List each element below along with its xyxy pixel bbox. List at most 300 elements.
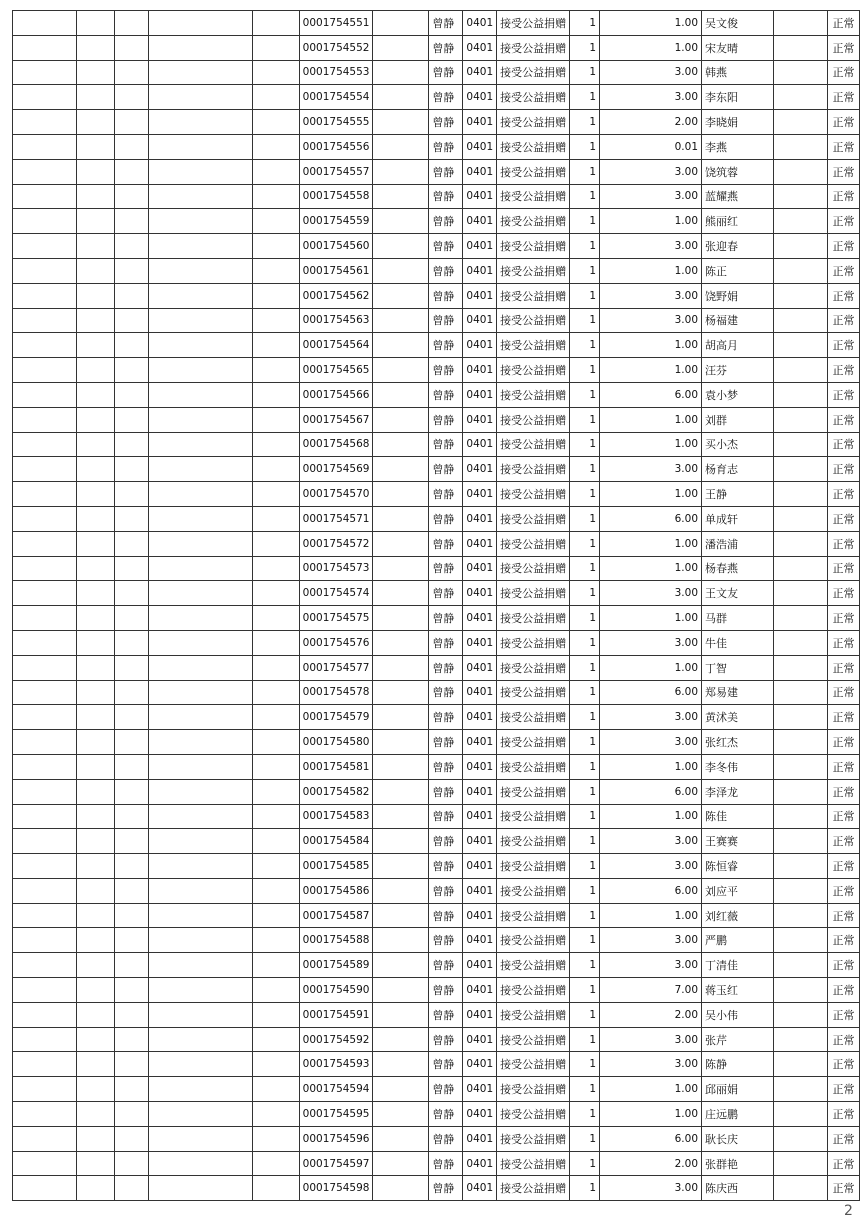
empty-cell	[13, 829, 77, 854]
empty-cell	[373, 953, 429, 978]
quantity-cell: 1	[570, 184, 600, 209]
empty-cell	[114, 680, 148, 705]
item-cell: 接受公益捐赠	[497, 1176, 570, 1201]
table-row	[13, 358, 860, 383]
empty-cell	[13, 1052, 77, 1077]
empty-cell	[76, 482, 114, 507]
quantity-cell: 1	[570, 283, 600, 308]
item-cell: 接受公益捐赠	[497, 1126, 570, 1151]
empty-cell	[13, 333, 77, 358]
quantity-cell: 1	[570, 854, 600, 879]
status-cell: 正常	[827, 730, 859, 755]
code-cell: 0401	[463, 308, 497, 333]
empty-cell	[13, 928, 77, 953]
empty-cell	[252, 1052, 299, 1077]
empty-cell	[373, 382, 429, 407]
table-row	[13, 1002, 860, 1027]
empty-cell	[773, 1126, 827, 1151]
quantity-cell: 1	[570, 134, 600, 159]
empty-cell	[148, 903, 252, 928]
handler-cell: 曾静	[429, 878, 463, 903]
empty-cell	[373, 556, 429, 581]
table-row	[13, 60, 860, 85]
voucher-number-cell: 0001754568	[299, 432, 373, 457]
empty-cell	[76, 209, 114, 234]
status-cell: 正常	[827, 85, 859, 110]
empty-cell	[13, 978, 77, 1003]
voucher-number-cell: 0001754569	[299, 457, 373, 482]
voucher-number-cell: 0001754551	[299, 11, 373, 36]
empty-cell	[148, 159, 252, 184]
empty-cell	[148, 11, 252, 36]
empty-cell	[114, 556, 148, 581]
status-cell: 正常	[827, 531, 859, 556]
empty-cell	[76, 606, 114, 631]
voucher-number-cell: 0001754571	[299, 506, 373, 531]
amount-cell: 6.00	[600, 680, 702, 705]
quantity-cell: 1	[570, 779, 600, 804]
donor-name-cell: 张迎春	[702, 234, 774, 259]
empty-cell	[148, 928, 252, 953]
donor-name-cell: 邱丽娟	[702, 1077, 774, 1102]
empty-cell	[373, 308, 429, 333]
empty-cell	[76, 283, 114, 308]
empty-cell	[373, 184, 429, 209]
empty-cell	[148, 1052, 252, 1077]
empty-cell	[114, 506, 148, 531]
handler-cell: 曾静	[429, 1102, 463, 1127]
empty-cell	[76, 1052, 114, 1077]
empty-cell	[252, 1151, 299, 1176]
code-cell: 0401	[463, 382, 497, 407]
quantity-cell: 1	[570, 1176, 600, 1201]
status-cell: 正常	[827, 432, 859, 457]
amount-cell: 3.00	[600, 60, 702, 85]
voucher-number-cell: 0001754574	[299, 581, 373, 606]
empty-cell	[252, 1002, 299, 1027]
empty-cell	[373, 1052, 429, 1077]
empty-cell	[13, 308, 77, 333]
empty-cell	[148, 308, 252, 333]
status-cell: 正常	[827, 606, 859, 631]
item-cell: 接受公益捐赠	[497, 531, 570, 556]
donor-name-cell: 蒋玉红	[702, 978, 774, 1003]
empty-cell	[148, 407, 252, 432]
status-cell: 正常	[827, 506, 859, 531]
empty-cell	[252, 407, 299, 432]
amount-cell: 3.00	[600, 234, 702, 259]
empty-cell	[252, 333, 299, 358]
empty-cell	[773, 134, 827, 159]
empty-cell	[13, 482, 77, 507]
handler-cell: 曾静	[429, 234, 463, 259]
empty-cell	[148, 1176, 252, 1201]
empty-cell	[148, 482, 252, 507]
empty-cell	[148, 953, 252, 978]
quantity-cell: 1	[570, 506, 600, 531]
empty-cell	[114, 258, 148, 283]
amount-cell: 1.00	[600, 482, 702, 507]
empty-cell	[773, 531, 827, 556]
empty-cell	[76, 754, 114, 779]
status-cell: 正常	[827, 655, 859, 680]
status-cell: 正常	[827, 581, 859, 606]
empty-cell	[773, 655, 827, 680]
empty-cell	[13, 184, 77, 209]
table-row	[13, 804, 860, 829]
item-cell: 接受公益捐赠	[497, 482, 570, 507]
amount-cell: 7.00	[600, 978, 702, 1003]
empty-cell	[373, 35, 429, 60]
voucher-number-cell: 0001754557	[299, 159, 373, 184]
empty-cell	[252, 953, 299, 978]
table-row	[13, 333, 860, 358]
code-cell: 0401	[463, 878, 497, 903]
status-cell: 正常	[827, 705, 859, 730]
amount-cell: 3.00	[600, 928, 702, 953]
empty-cell	[252, 234, 299, 259]
quantity-cell: 1	[570, 407, 600, 432]
item-cell: 接受公益捐赠	[497, 234, 570, 259]
empty-cell	[252, 680, 299, 705]
status-cell: 正常	[827, 829, 859, 854]
table-row	[13, 878, 860, 903]
code-cell: 0401	[463, 1052, 497, 1077]
empty-cell	[76, 432, 114, 457]
empty-cell	[373, 1077, 429, 1102]
handler-cell: 曾静	[429, 35, 463, 60]
empty-cell	[373, 457, 429, 482]
quantity-cell: 1	[570, 110, 600, 135]
amount-cell: 3.00	[600, 854, 702, 879]
amount-cell: 1.00	[600, 556, 702, 581]
handler-cell: 曾静	[429, 184, 463, 209]
donor-name-cell: 王文友	[702, 581, 774, 606]
quantity-cell: 1	[570, 258, 600, 283]
code-cell: 0401	[463, 1102, 497, 1127]
empty-cell	[148, 606, 252, 631]
amount-cell: 6.00	[600, 779, 702, 804]
handler-cell: 曾静	[429, 358, 463, 383]
empty-cell	[773, 779, 827, 804]
empty-cell	[13, 754, 77, 779]
empty-cell	[252, 978, 299, 1003]
quantity-cell: 1	[570, 382, 600, 407]
empty-cell	[773, 903, 827, 928]
donor-name-cell: 杨育志	[702, 457, 774, 482]
empty-cell	[76, 234, 114, 259]
empty-cell	[114, 457, 148, 482]
amount-cell: 2.00	[600, 1002, 702, 1027]
item-cell: 接受公益捐赠	[497, 1027, 570, 1052]
quantity-cell: 1	[570, 1002, 600, 1027]
quantity-cell: 1	[570, 705, 600, 730]
handler-cell: 曾静	[429, 854, 463, 879]
empty-cell	[373, 234, 429, 259]
empty-cell	[13, 804, 77, 829]
amount-cell: 1.00	[600, 258, 702, 283]
status-cell: 正常	[827, 1002, 859, 1027]
empty-cell	[13, 556, 77, 581]
empty-cell	[114, 358, 148, 383]
empty-cell	[114, 382, 148, 407]
empty-cell	[148, 1126, 252, 1151]
quantity-cell: 1	[570, 903, 600, 928]
empty-cell	[13, 1002, 77, 1027]
item-cell: 接受公益捐赠	[497, 110, 570, 135]
amount-cell: 3.00	[600, 1052, 702, 1077]
empty-cell	[252, 581, 299, 606]
empty-cell	[252, 655, 299, 680]
table-row	[13, 134, 860, 159]
quantity-cell: 1	[570, 531, 600, 556]
code-cell: 0401	[463, 630, 497, 655]
empty-cell	[373, 258, 429, 283]
empty-cell	[373, 159, 429, 184]
amount-cell: 3.00	[600, 581, 702, 606]
amount-cell: 1.00	[600, 1077, 702, 1102]
empty-cell	[114, 184, 148, 209]
amount-cell: 3.00	[600, 829, 702, 854]
empty-cell	[373, 1126, 429, 1151]
amount-cell: 1.00	[600, 531, 702, 556]
amount-cell: 6.00	[600, 878, 702, 903]
empty-cell	[373, 978, 429, 1003]
donor-name-cell: 买小杰	[702, 432, 774, 457]
quantity-cell: 1	[570, 209, 600, 234]
empty-cell	[148, 457, 252, 482]
empty-cell	[252, 531, 299, 556]
empty-cell	[76, 581, 114, 606]
amount-cell: 3.00	[600, 457, 702, 482]
empty-cell	[13, 1176, 77, 1201]
donor-name-cell: 陈庆西	[702, 1176, 774, 1201]
item-cell: 接受公益捐赠	[497, 60, 570, 85]
quantity-cell: 1	[570, 928, 600, 953]
empty-cell	[773, 11, 827, 36]
amount-cell: 1.00	[600, 754, 702, 779]
code-cell: 0401	[463, 11, 497, 36]
empty-cell	[252, 35, 299, 60]
amount-cell: 2.00	[600, 1151, 702, 1176]
code-cell: 0401	[463, 184, 497, 209]
handler-cell: 曾静	[429, 606, 463, 631]
handler-cell: 曾静	[429, 85, 463, 110]
status-cell: 正常	[827, 159, 859, 184]
code-cell: 0401	[463, 1027, 497, 1052]
voucher-number-cell: 0001754555	[299, 110, 373, 135]
empty-cell	[373, 407, 429, 432]
table-row	[13, 928, 860, 953]
empty-cell	[373, 903, 429, 928]
empty-cell	[252, 1102, 299, 1127]
amount-cell: 1.00	[600, 606, 702, 631]
voucher-number-cell: 0001754579	[299, 705, 373, 730]
quantity-cell: 1	[570, 333, 600, 358]
handler-cell: 曾静	[429, 1126, 463, 1151]
empty-cell	[13, 60, 77, 85]
item-cell: 接受公益捐赠	[497, 85, 570, 110]
quantity-cell: 1	[570, 11, 600, 36]
voucher-number-cell: 0001754577	[299, 655, 373, 680]
status-cell: 正常	[827, 308, 859, 333]
item-cell: 接受公益捐赠	[497, 308, 570, 333]
empty-cell	[114, 1102, 148, 1127]
empty-cell	[773, 159, 827, 184]
quantity-cell: 1	[570, 804, 600, 829]
amount-cell: 1.00	[600, 804, 702, 829]
empty-cell	[252, 730, 299, 755]
empty-cell	[114, 11, 148, 36]
item-cell: 接受公益捐赠	[497, 655, 570, 680]
empty-cell	[773, 60, 827, 85]
empty-cell	[13, 432, 77, 457]
voucher-number-cell: 0001754563	[299, 308, 373, 333]
item-cell: 接受公益捐赠	[497, 407, 570, 432]
donor-name-cell: 陈正	[702, 258, 774, 283]
code-cell: 0401	[463, 804, 497, 829]
code-cell: 0401	[463, 1151, 497, 1176]
status-cell: 正常	[827, 134, 859, 159]
status-cell: 正常	[827, 680, 859, 705]
quantity-cell: 1	[570, 1027, 600, 1052]
voucher-number-cell: 0001754594	[299, 1077, 373, 1102]
empty-cell	[13, 35, 77, 60]
empty-cell	[114, 953, 148, 978]
table-row	[13, 407, 860, 432]
empty-cell	[773, 333, 827, 358]
empty-cell	[773, 85, 827, 110]
voucher-number-cell: 0001754553	[299, 60, 373, 85]
table-row	[13, 159, 860, 184]
amount-cell: 3.00	[600, 283, 702, 308]
empty-cell	[114, 928, 148, 953]
donor-name-cell: 张红杰	[702, 730, 774, 755]
item-cell: 接受公益捐赠	[497, 1052, 570, 1077]
item-cell: 接受公益捐赠	[497, 903, 570, 928]
handler-cell: 曾静	[429, 754, 463, 779]
voucher-number-cell: 0001754598	[299, 1176, 373, 1201]
empty-cell	[373, 60, 429, 85]
donor-name-cell: 王静	[702, 482, 774, 507]
quantity-cell: 1	[570, 1077, 600, 1102]
code-cell: 0401	[463, 333, 497, 358]
empty-cell	[148, 878, 252, 903]
item-cell: 接受公益捐赠	[497, 1077, 570, 1102]
empty-cell	[373, 110, 429, 135]
code-cell: 0401	[463, 779, 497, 804]
voucher-number-cell: 0001754559	[299, 209, 373, 234]
item-cell: 接受公益捐赠	[497, 382, 570, 407]
quantity-cell: 1	[570, 308, 600, 333]
empty-cell	[13, 531, 77, 556]
amount-cell: 1.00	[600, 1102, 702, 1127]
handler-cell: 曾静	[429, 209, 463, 234]
empty-cell	[13, 382, 77, 407]
empty-cell	[148, 1077, 252, 1102]
empty-cell	[252, 11, 299, 36]
item-cell: 接受公益捐赠	[497, 1002, 570, 1027]
amount-cell: 3.00	[600, 1027, 702, 1052]
empty-cell	[13, 1151, 77, 1176]
amount-cell: 3.00	[600, 705, 702, 730]
empty-cell	[114, 1176, 148, 1201]
empty-cell	[773, 457, 827, 482]
handler-cell: 曾静	[429, 581, 463, 606]
donor-name-cell: 丁智	[702, 655, 774, 680]
empty-cell	[773, 1052, 827, 1077]
empty-cell	[13, 457, 77, 482]
handler-cell: 曾静	[429, 110, 463, 135]
empty-cell	[373, 209, 429, 234]
empty-cell	[773, 258, 827, 283]
empty-cell	[773, 804, 827, 829]
empty-cell	[148, 1102, 252, 1127]
empty-cell	[148, 35, 252, 60]
empty-cell	[148, 705, 252, 730]
empty-cell	[148, 556, 252, 581]
empty-cell	[373, 854, 429, 879]
voucher-number-cell: 0001754587	[299, 903, 373, 928]
empty-cell	[148, 655, 252, 680]
table-row	[13, 754, 860, 779]
empty-cell	[76, 382, 114, 407]
voucher-number-cell: 0001754580	[299, 730, 373, 755]
empty-cell	[148, 804, 252, 829]
quantity-cell: 1	[570, 606, 600, 631]
empty-cell	[148, 110, 252, 135]
empty-cell	[252, 258, 299, 283]
empty-cell	[252, 358, 299, 383]
empty-cell	[76, 60, 114, 85]
empty-cell	[252, 606, 299, 631]
empty-cell	[773, 581, 827, 606]
empty-cell	[373, 630, 429, 655]
empty-cell	[373, 358, 429, 383]
empty-cell	[76, 1077, 114, 1102]
table-row	[13, 11, 860, 36]
amount-cell: 0.01	[600, 134, 702, 159]
empty-cell	[373, 85, 429, 110]
item-cell: 接受公益捐赠	[497, 854, 570, 879]
empty-cell	[773, 854, 827, 879]
empty-cell	[252, 308, 299, 333]
empty-cell	[773, 407, 827, 432]
empty-cell	[148, 234, 252, 259]
empty-cell	[76, 556, 114, 581]
table-row	[13, 581, 860, 606]
empty-cell	[76, 978, 114, 1003]
empty-cell	[373, 283, 429, 308]
empty-cell	[76, 680, 114, 705]
code-cell: 0401	[463, 829, 497, 854]
table-row	[13, 730, 860, 755]
donation-ledger-table	[12, 10, 860, 1201]
empty-cell	[148, 184, 252, 209]
empty-cell	[76, 903, 114, 928]
empty-cell	[148, 358, 252, 383]
voucher-number-cell: 0001754581	[299, 754, 373, 779]
empty-cell	[773, 506, 827, 531]
empty-cell	[148, 1151, 252, 1176]
voucher-number-cell: 0001754556	[299, 134, 373, 159]
table-row	[13, 1126, 860, 1151]
code-cell: 0401	[463, 134, 497, 159]
voucher-number-cell: 0001754593	[299, 1052, 373, 1077]
empty-cell	[373, 730, 429, 755]
table-row	[13, 1102, 860, 1127]
voucher-number-cell: 0001754564	[299, 333, 373, 358]
